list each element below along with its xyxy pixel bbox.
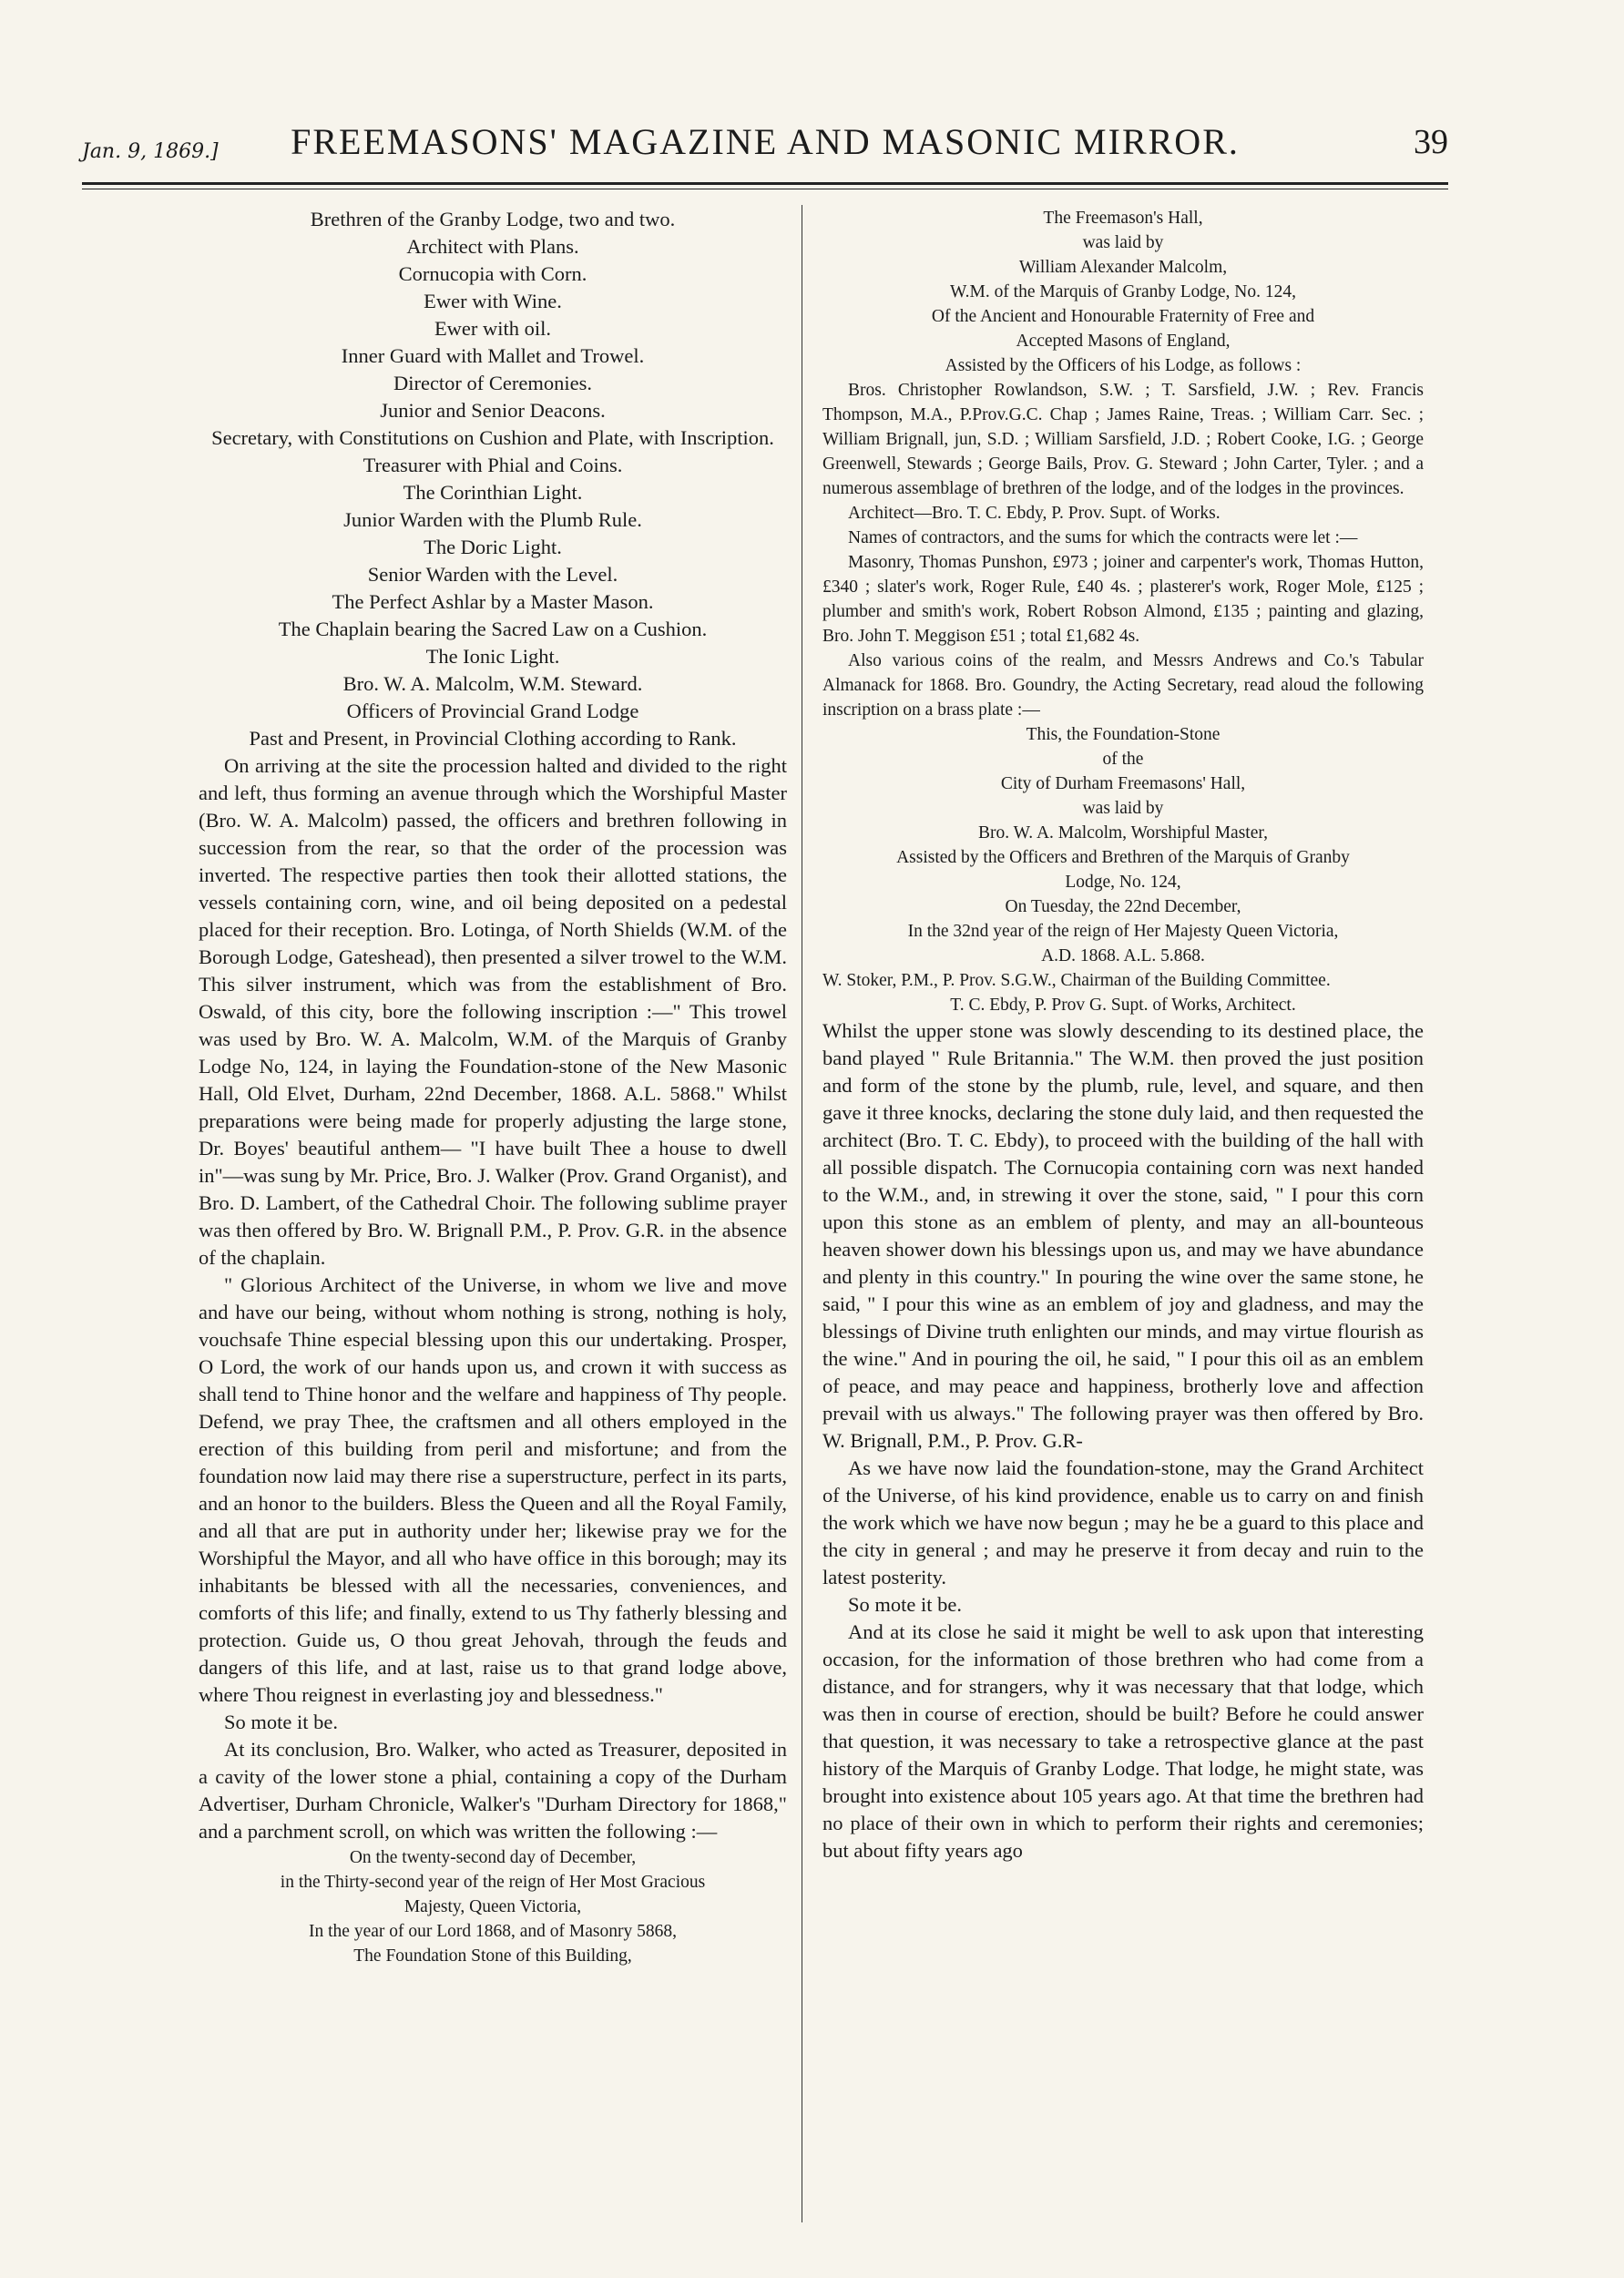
brass-plate-inscription bbox=[822, 722, 1424, 968]
procession-line: Brethren of the Granby Lodge, two and two. bbox=[310, 208, 676, 230]
paragraph-arriving: On arriving at the site the procession halted and divided to the right and left, thus forming an avenue through which the Worshipful Master (Bro. W. A. Malcolm) passed, the officers and brethren following in succession from the rear, so that the order of the procession was inverted. The respective parties then took their allotted stations, the vessels containing corn, wine, and oil being deposited on a pedestal placed for their reception. Bro. Lotinga, of North Shields (W.M. of the Borough Lodge, Gateshead), then presented a silver trowel to the W.M. This silver instrument, which was from the establishment of Bro. Oswald, of this city, bore the following inscription :—" This trowel was used by Bro. W. A. Malcolm, W.M. of the Marquis of Granby Lodge No, 124, in laying the Foundation-stone of the New Masonic Hall, Old Elvet, Durham, 22nd December, 1868. A.L. 5868." Whilst preparations were being made for properly adjusting the large stone, Dr. Boyes' beautiful anthem— "I have built Thee a house to dwell in"—was sung by Mr. Price, Bro. J. Walker (Prov. Grand Organist), and Bro. D. Lambert, of the Cathedral Choir. The following sublime prayer was then offered by Bro. W. Brignall P.M., P. Prov. G.R. in the absence of the chaplain. bbox=[199, 754, 787, 1269]
left-column bbox=[199, 206, 787, 1968]
so-mote-it-be-2: So mote it be. bbox=[848, 1593, 962, 1616]
procession-line: Cornucopia with Corn. bbox=[398, 262, 587, 285]
plate-line: A.D. 1868. A.L. 5.868. bbox=[1041, 946, 1205, 965]
scroll-line: On the twenty-second day of December, bbox=[349, 1848, 637, 1867]
ebdy-signature: T. C. Ebdy, P. Prov G. Supt. of Works, Architect. bbox=[950, 996, 1296, 1015]
inscription-line: Of the Ancient and Honourable Fraternity of Free and bbox=[931, 307, 1315, 326]
procession-line: Ewer with Wine. bbox=[424, 290, 562, 312]
plate-line: City of Durham Freemasons' Hall, bbox=[1000, 774, 1246, 793]
scroll-line: The Foundation Stone of this Building, bbox=[353, 1946, 632, 1966]
paragraph-prayer: " Glorious Architect of the Universe, in whom we live and move and have our being, without whom nothing is strong, nothing is holy, vouchsafe Thine especial blessing upon this our undertaking. Prosper, O Lord, the work of our hands upon us, and crown it with success as shall tend to Thine honor and the welfare and happiness of Thy people. Defend, we pray Thee, the craftsmen and all others employed in the erection of this building from peril and misfortune; and from the foundation now laid may there rise a superstructure, perfect in its parts, and an honor to the builders. Bless the Queen and all the Royal Family, and all that are put in authority under her; likewise pray we for the Worshipful the Mayor, and all who have office in this borough; may its inhabitants be blessed with all the necessaries, conveniences, and comforts of this life; and finally, extend to us Thy fatherly blessing and protection. Guide us, O thou great Jehovah, through the feuds and dangers of this life, and at last, raise us to that grand lodge above, where Thou reignest in everlasting joy and blessedness." bbox=[199, 1273, 787, 1706]
header-rule-thick bbox=[82, 182, 1448, 185]
page-number: 39 bbox=[1414, 123, 1448, 161]
procession-line: The Doric Light. bbox=[424, 536, 562, 558]
inscription-line: W.M. of the Marquis of Granby Lodge, No. 124, bbox=[949, 282, 1296, 301]
procession-line: Ewer with oil. bbox=[434, 317, 552, 340]
plate-line: Assisted by the Officers and Brethren of the Marquis of Granby bbox=[896, 848, 1350, 867]
magazine-title: FREEMASONS' MAGAZINE AND MASONIC MIRROR. bbox=[291, 121, 1240, 162]
right-column bbox=[822, 206, 1424, 1864]
inscription-line: Assisted by the Officers of his Lodge, as follows : bbox=[945, 356, 1302, 375]
paragraph-conclusion: At its conclusion, Bro. Walker, who acted as Treasurer, deposited in a cavity of the lower stone a phial, containing a copy of the Durham Advertiser, Durham Chronicle, Walker's "Durham Directory for 1868," and a parchment scroll, on which was written the following :— bbox=[199, 1738, 787, 1843]
procession-line: Senior Warden with the Level. bbox=[367, 563, 618, 586]
procession-line: The Chaplain bearing the Sacred Law on a Cushion. bbox=[278, 618, 708, 640]
procession-line: Junior and Senior Deacons. bbox=[380, 399, 606, 422]
procession-line: Past and Present, in Provincial Clothing according to Rank. bbox=[249, 727, 737, 750]
procession-line: The Perfect Ashlar by a Master Mason. bbox=[332, 590, 654, 613]
page-header bbox=[82, 120, 1448, 175]
issue-date: Jan. 9, 1869.] bbox=[82, 140, 219, 163]
procession-line: Architect with Plans. bbox=[406, 235, 579, 258]
plate-line: This, the Foundation-Stone bbox=[1026, 725, 1221, 744]
paragraph-as-we: As we have now laid the foundation-stone, may the Grand Architect of the Universe, of his kind providence, enable us to carry on and finish the work which we have now begun ; may he be a guard to this place and the city in general ; and may he preserve it from decay and ruin to the latest posterity. bbox=[822, 1456, 1424, 1588]
procession-line: Director of Ceremonies. bbox=[393, 372, 593, 394]
so-mote-it-be: So mote it be. bbox=[224, 1711, 338, 1733]
architect-line: Architect—Bro. T. C. Ebdy, P. Prov. Supt. of Works. bbox=[848, 504, 1221, 523]
scroll-inscription bbox=[199, 1845, 787, 1968]
procession-line: Secretary, with Constitutions on Cushion and Plate, with Inscription. bbox=[211, 426, 774, 449]
procession-line: The Ionic Light. bbox=[425, 645, 560, 668]
stoker-signature: W. Stoker, P.M., P. Prov. S.G.W., Chairman of the Building Committee. bbox=[822, 971, 1331, 990]
inscription-line: Accepted Masons of England, bbox=[1016, 332, 1231, 351]
procession-line: The Corinthian Light. bbox=[403, 481, 583, 504]
plate-line: Bro. W. A. Malcolm, Worshipful Master, bbox=[978, 823, 1268, 843]
scroll-line: in the Thirty-second year of the reign of Her Most Gracious bbox=[280, 1873, 706, 1892]
hall-inscription bbox=[822, 206, 1424, 378]
contractors-intro: Names of contractors, and the sums for which the contracts were let :— bbox=[848, 528, 1358, 547]
procession-line: Treasurer with Phial and Coins. bbox=[363, 454, 623, 476]
procession-line: Inner Guard with Mallet and Trowel. bbox=[341, 344, 645, 367]
plate-line: On Tuesday, the 22nd December, bbox=[1005, 897, 1241, 916]
inscription-line: The Freemason's Hall, bbox=[1043, 209, 1203, 228]
plate-line: was laid by bbox=[1082, 799, 1164, 818]
procession-list bbox=[199, 206, 787, 752]
coins-paragraph: Also various coins of the realm, and Messrs Andrews and Co.'s Tabular Almanack for 1868. Bro. Goundry, the Acting Secretary, read aloud the following inscription on a brass plate :— bbox=[822, 651, 1424, 720]
inscription-line: was laid by bbox=[1082, 233, 1164, 252]
plate-line: Lodge, No. 124, bbox=[1065, 873, 1181, 892]
plate-line: In the 32nd year of the reign of Her Majesty Queen Victoria, bbox=[907, 922, 1339, 941]
contractors-list: Masonry, Thomas Punshon, £973 ; joiner and carpenter's work, Thomas Hutton, £340 ; slater's work, Roger Rule, £40 4s. ; plasterer's work, Roger Mole, £125 ; plumber and smith's work, Robert Robson Almond, £135 ; painting and glazing, Bro. John T. Meggison £51 ; total £1,682 4s. bbox=[822, 553, 1424, 646]
scroll-line: Majesty, Queen Victoria, bbox=[403, 1897, 582, 1916]
officers-list: Bros. Christopher Rowlandson, S.W. ; T. Sarsfield, J.W. ; Rev. Francis Thompson, M.A., P.Prov.G.C. Chap ; James Raine, Treas. ; William Carr. Sec. ; William Brignall, jun, S.D. ; William Sarsfield, J.D. ; Robert Cooke, I.G. ; George Greenwell, Stewards ; George Bails, Prov. G. Steward ; John Carter, Tyler. ; and a numerous assemblage of brethren of the lodge, and of the lodges in the provinces. bbox=[822, 381, 1424, 498]
procession-line: Junior Warden with the Plumb Rule. bbox=[343, 508, 642, 531]
procession-line: Officers of Provincial Grand Lodge bbox=[346, 700, 639, 722]
paragraph-whilst: Whilst the upper stone was slowly descending to its destined place, the band played " Rule Britannia." The W.M. then proved the just position and form of the stone by the plumb, rule, level, and square, and then gave it three knocks, declaring the stone duly laid, and then requested the architect (Bro. T. C. Ebdy), to proceed with the building of the hall with all possible dispatch. The Cornucopia containing corn was next handed to the W.M., and, in strewing it over the stone, said, " I pour this corn upon this stone as an emblem of plenty, and may an all-bounteous heaven shower down his blessings upon us, and may we have abundance and plenty in this country." In pouring the wine over the same stone, he said, " I pour this wine as an emblem of joy and gladness, and may the blessings of Divine truth enlighten our minds, and may virtue flourish as the wine." And in pouring the oil, he said, " I pour this oil as an emblem of peace, and may peace and happiness, brotherly love and affection prevail with us always." The following prayer was then offered by Bro. W. Brignall, P.M., P. Prov. G.R- bbox=[822, 1019, 1424, 1452]
paragraph-close: And at its close he said it might be well to ask upon that interesting occasion, for the information of those brethren who had come from a distance, and for strangers, why it was necessary that that lodge, which was then in course of erection, should be built? Before he could answer that question, it was necessary to take a retrospective glance at the past history of the Marquis of Granby Lodge. That lodge, he might state, was brought into existence about 105 years ago. At that time the brethren had no place of their own in which to perform their rights and ceremonies; but about fifty years ago bbox=[822, 1620, 1424, 1862]
plate-line: of the bbox=[1102, 750, 1144, 769]
inscription-line: William Alexander Malcolm, bbox=[1018, 258, 1228, 277]
scroll-line: In the year of our Lord 1868, and of Masonry 5868, bbox=[309, 1922, 677, 1941]
procession-line: Bro. W. A. Malcolm, W.M. Steward. bbox=[342, 672, 643, 695]
